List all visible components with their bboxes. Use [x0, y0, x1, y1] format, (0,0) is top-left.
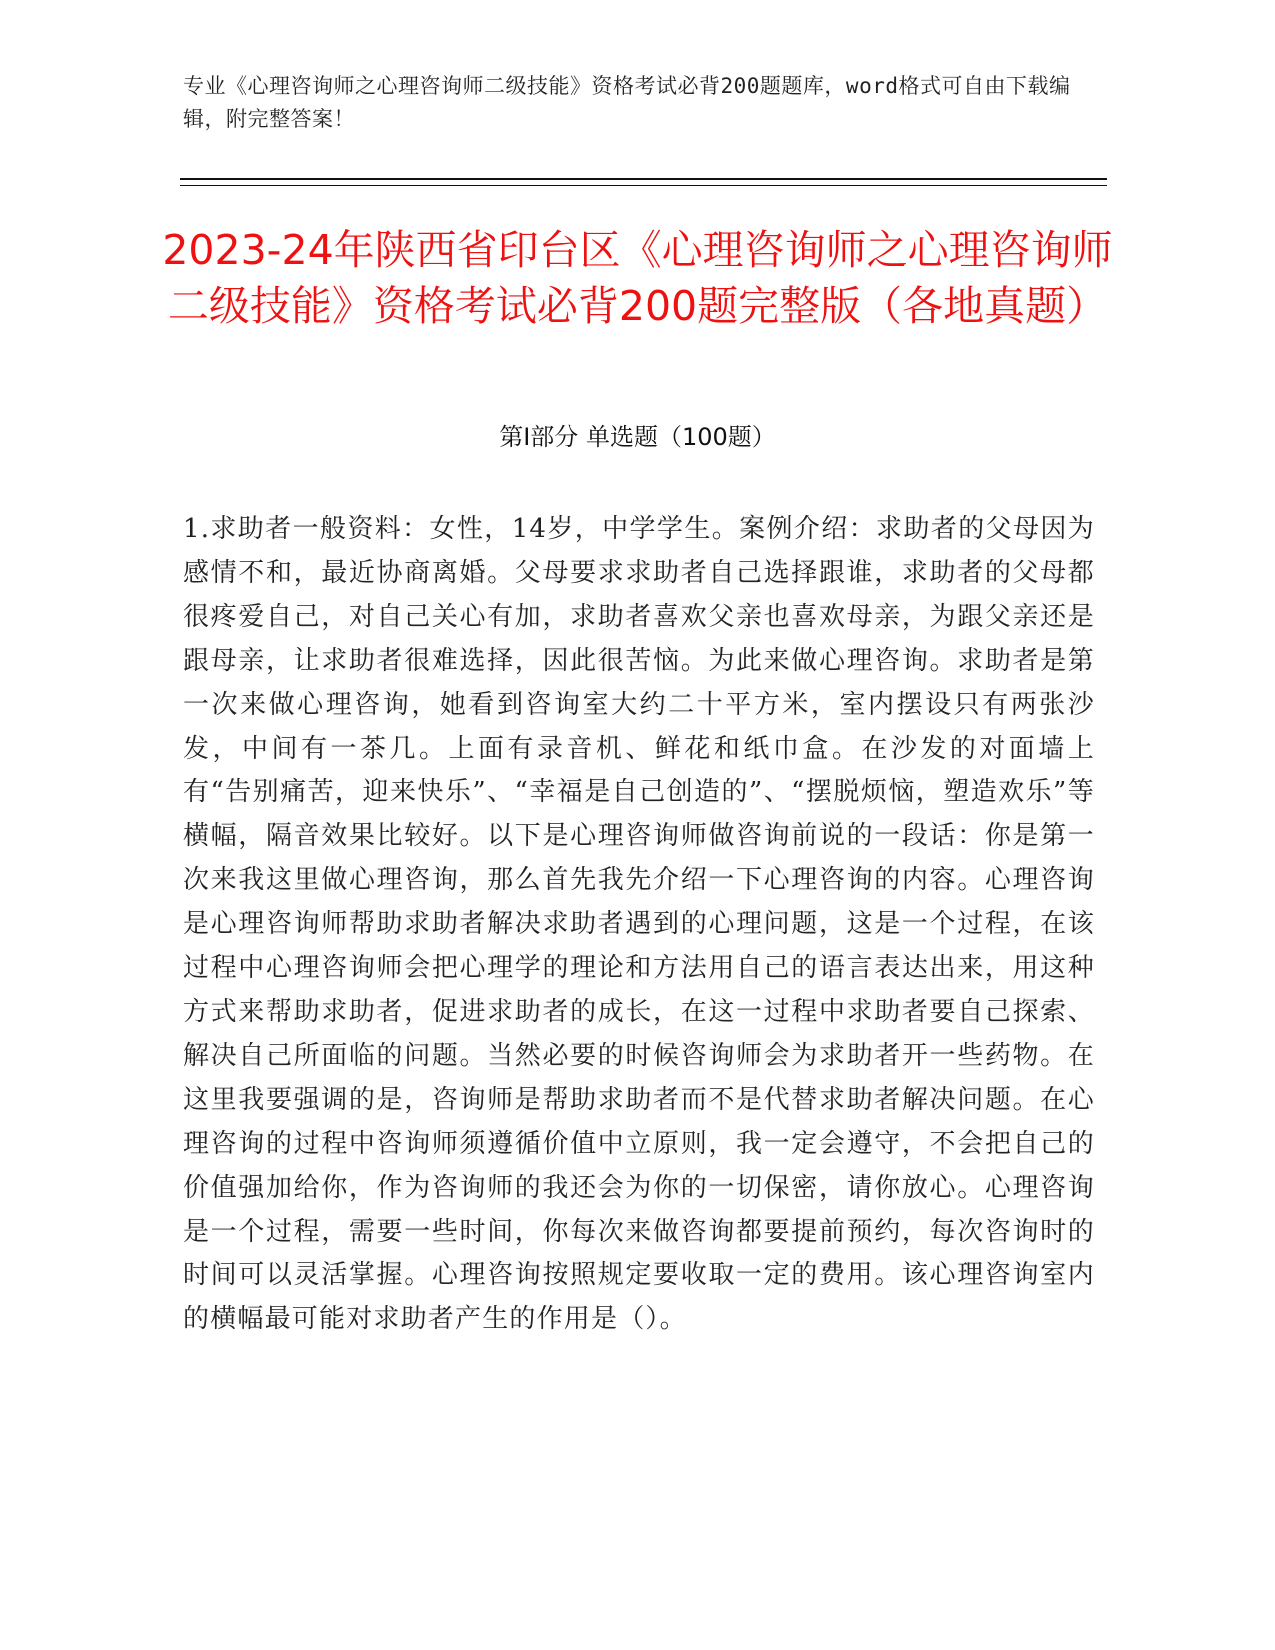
header-note: 专业《心理咨询师之心理咨询师二级技能》资格考试必背200题题库，word格式可自由下载编辑，附完整答案！	[183, 74, 1071, 131]
header-divider-thin	[180, 185, 1107, 186]
document-title: 2023-24年陕西省印台区《心理咨询师之心理咨询师二级技能》资格考试必背200题完整版（各地真题）	[162, 226, 1113, 330]
section-heading: 第I部分 单选题（100题）	[499, 423, 776, 451]
header-divider-thick	[180, 178, 1107, 180]
question-1-text: 1.求助者一般资料：女性，14岁，中学学生。案例介绍：求助者的父母因为感情不和，最近协商离婚。父母要求求助者自己选择跟谁，求助者的父母都很疼爱自己，对自己关心有加，求助者喜欢父亲也喜欢母亲，为跟父亲还是跟母亲，让求助者很难选择，因此很苦恼。为此来做心理咨询。求助者是第一次来做心理咨询，她看到咨询室大约二十平方米，室内摆设只有两张沙发，中间有一茶几。上面有录音机、鲜花和纸巾盒。在沙发的对面墙上有“告别痛苦，迎来快乐”、“幸福是自己创造的”、“摆脱烦恼，塑造欢乐”等横幅，隔音效果比较好。以下是心理咨询师做咨询前说的一段话：你是第一次来我这里做心理咨询，那么首先我先介绍一下心理咨询的内容。心理咨询是心理咨询师帮助求助者解决求助者遇到的心理问题，这是一个过程，在该过程中心理咨询师会把心理学的理论和方法用自己的语言表达出来，用这种方式来帮助求助者，促进求助者的成长，在这一过程中求助者要自己探索、解决自己所面临的问题。当然必要的时候咨询师会为求助者开一些药物。在这里我要强调的是，咨询师是帮助求助者而不是代替求助者解决问题。在心理咨询的过程中咨询师须遵循价值中立原则，我一定会遵守，不会把自己的价值强加给你，作为咨询师的我还会为你的一切保密，请你放心。心理咨询是一个过程，需要一些时间，你每次来做咨询都要提前预约，每次咨询时的时间可以灵活掌握。心理咨询按照规定要收取一定的费用。该心理咨询室内的横幅最可能对求助者产生的作用是（）。	[183, 514, 1095, 1335]
